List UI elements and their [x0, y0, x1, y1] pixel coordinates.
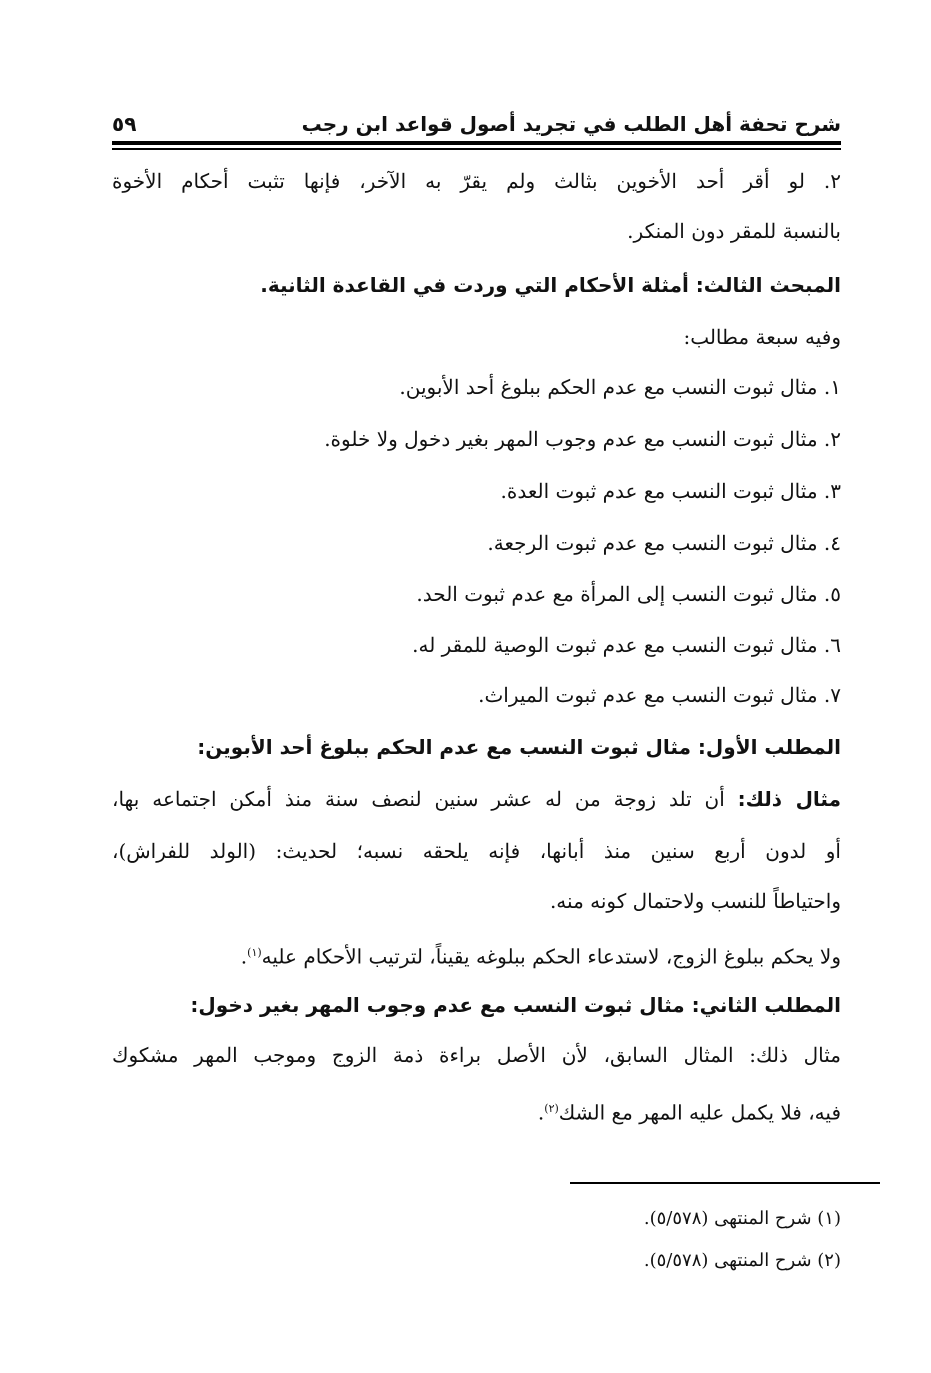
- example-label: مثال ذلك:: [737, 787, 841, 811]
- list-item: ٤. مثال ثبوت النسب مع عدم ثبوت الرجعة.: [487, 531, 841, 555]
- page-number: ٥٩: [112, 112, 137, 136]
- intro-line: وفيه سبعة مطالب:: [683, 325, 841, 349]
- paragraph-line: بالنسبة للمقر دون المنكر.: [627, 219, 841, 243]
- header-rule-thin: [112, 148, 841, 150]
- list-item: ٥. مثال ثبوت النسب إلى المرأة مع عدم ثبوت الحد.: [416, 582, 841, 606]
- paragraph-line: واحتياطاً للنسب ولاحتمال كونه منه.: [549, 889, 841, 913]
- footnote: (١) شرح المنتهى (٥/٥٧٨).: [643, 1208, 841, 1229]
- footnote-ref: (١): [247, 946, 262, 959]
- running-header: [112, 96, 841, 136]
- paragraph-text: فيه، فلا يكمل عليه المهر مع الشك: [558, 1100, 841, 1125]
- paragraph-line: مثال ذلك: المثال السابق، لأن الأصل براءة ذمة الزوج وموجب المهر مشكوك: [112, 1043, 841, 1067]
- list-item: ٣. مثال ثبوت النسب مع عدم ثبوت العدة.: [500, 479, 841, 503]
- subsection-heading: المطلب الثاني: مثال ثبوت النسب مع عدم وجوب المهر بغير دخول:: [190, 993, 841, 1017]
- list-item: ٢. مثال ثبوت النسب مع عدم وجوب المهر بغير دخول ولا خلوة.: [324, 427, 841, 451]
- paragraph-line: ولا يحكم ببلوغ الزوج، لاستدعاء الحكم ببلوغه يقيناً، لترتيب الأحكام عليه$^{(١)}$.: [240, 944, 841, 969]
- paragraph-line: أو لدون أربع سنين منذ أبانها، فإنه يلحقه نسبه؛ لحديث: (الولد للفراش)،: [112, 839, 841, 863]
- header-rule-thick: [112, 141, 841, 145]
- paragraph-line: ٢. لو أقر أحد الأخوين بثالث ولم يقرّ به الآخر، فإنها تثبت أحكام الأخوة: [112, 169, 841, 193]
- footnote-ref: (٢): [544, 1102, 559, 1115]
- paragraph-text: ولا يحكم ببلوغ الزوج، لاستدعاء الحكم ببلوغه يقيناً، لترتيب الأحكام عليه: [261, 944, 841, 969]
- section-heading: المبحث الثالث: أمثلة الأحكام التي وردت في القاعدة الثانية.: [260, 273, 841, 297]
- subsection-heading: المطلب الأول: مثال ثبوت النسب مع عدم الحكم ببلوغ أحد الأبوين:: [197, 735, 841, 759]
- paragraph-text: أن تلد زوجة من له عشر سنين لنصف سنة منذ أمكن اجتماعه بها،: [112, 787, 738, 811]
- list-item: ٧. مثال ثبوت النسب مع عدم ثبوت الميراث.: [478, 683, 841, 707]
- footnote-separator: [570, 1182, 880, 1184]
- list-item: ١. مثال ثبوت النسب مع عدم الحكم ببلوغ أحد الأبوين.: [399, 375, 841, 399]
- header-title: شرح تحفة أهل الطلب في تجريد أصول قواعد ابن رجب: [301, 112, 841, 136]
- paragraph-line: فيه، فلا يكمل عليه المهر مع الشك$^{(٢)}$.: [537, 1100, 841, 1125]
- footnote: (٢) شرح المنتهى (٥/٥٧٨).: [643, 1250, 841, 1271]
- paragraph-line: [112, 784, 841, 814]
- list-item: ٦. مثال ثبوت النسب مع عدم ثبوت الوصية للمقر له.: [412, 633, 841, 657]
